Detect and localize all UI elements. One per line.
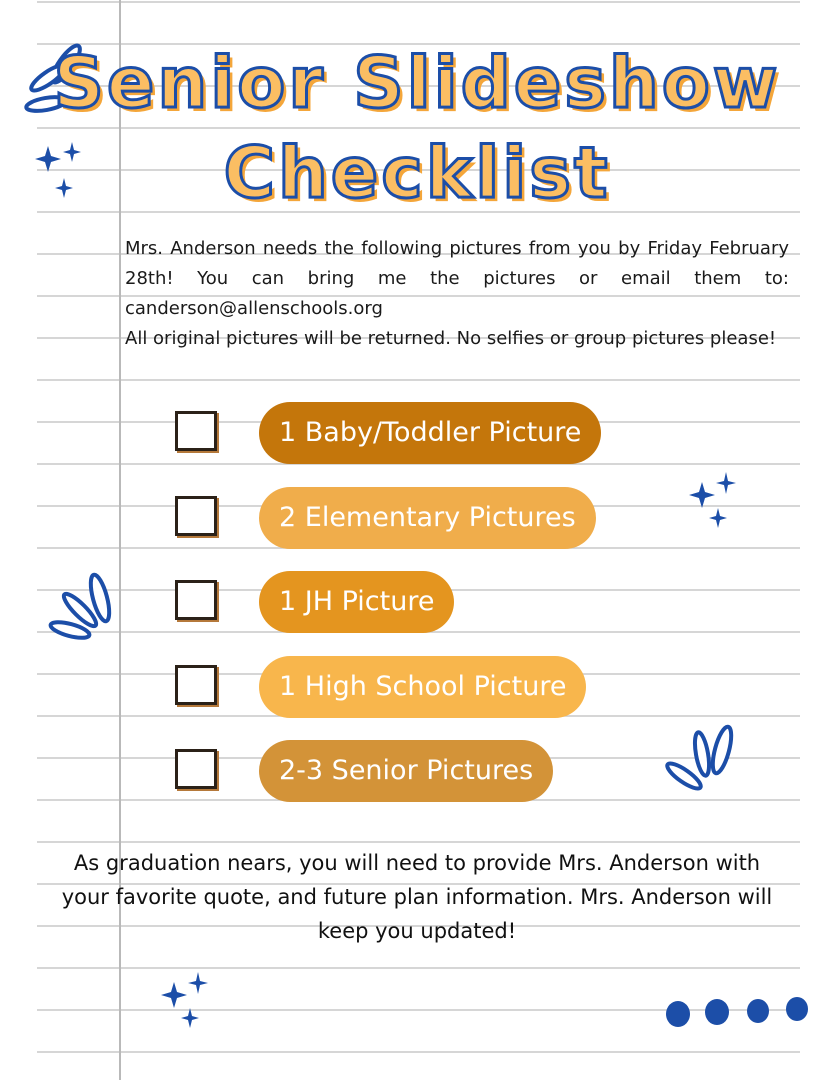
checkbox[interactable] xyxy=(175,496,217,536)
intro-paragraph: Mrs. Anderson needs the following pictures from you by Friday February 28th! You can bring me the pictures or email them to: canderson@allenschools.org xyxy=(125,238,789,319)
checkbox[interactable] xyxy=(175,749,217,789)
checklist-item-label: 2 Elementary Pictures xyxy=(259,487,596,549)
swoosh-icon xyxy=(656,716,740,800)
swoosh-icon xyxy=(40,566,120,646)
checklist-item-label: 1 JH Picture xyxy=(259,571,454,633)
checklist-item-label: 2-3 Senior Pictures xyxy=(259,740,553,802)
closing-note: As graduation nears, you will need to provide Mrs. Anderson with your favorite quote, and future plan information. Mrs. Anderson will keep you updated! xyxy=(61,851,773,943)
checkbox[interactable] xyxy=(175,411,217,451)
checklist-item-label: 1 Baby/Toddler Picture xyxy=(259,402,601,464)
sparkle-icon xyxy=(158,970,214,1036)
intro-paragraph: All original pictures will be returned. No selfies or group pictures please! xyxy=(125,328,777,349)
intro-text xyxy=(125,234,789,354)
checkbox[interactable] xyxy=(175,580,217,620)
checkbox[interactable] xyxy=(175,665,217,705)
checklist-item-label: 1 High School Picture xyxy=(259,656,586,718)
sparkle-icon xyxy=(686,470,742,536)
page-title-line-1: Senior Slideshow xyxy=(53,42,781,124)
page-title-line-2: Checklist xyxy=(223,132,611,214)
dots-icon xyxy=(660,992,812,1032)
